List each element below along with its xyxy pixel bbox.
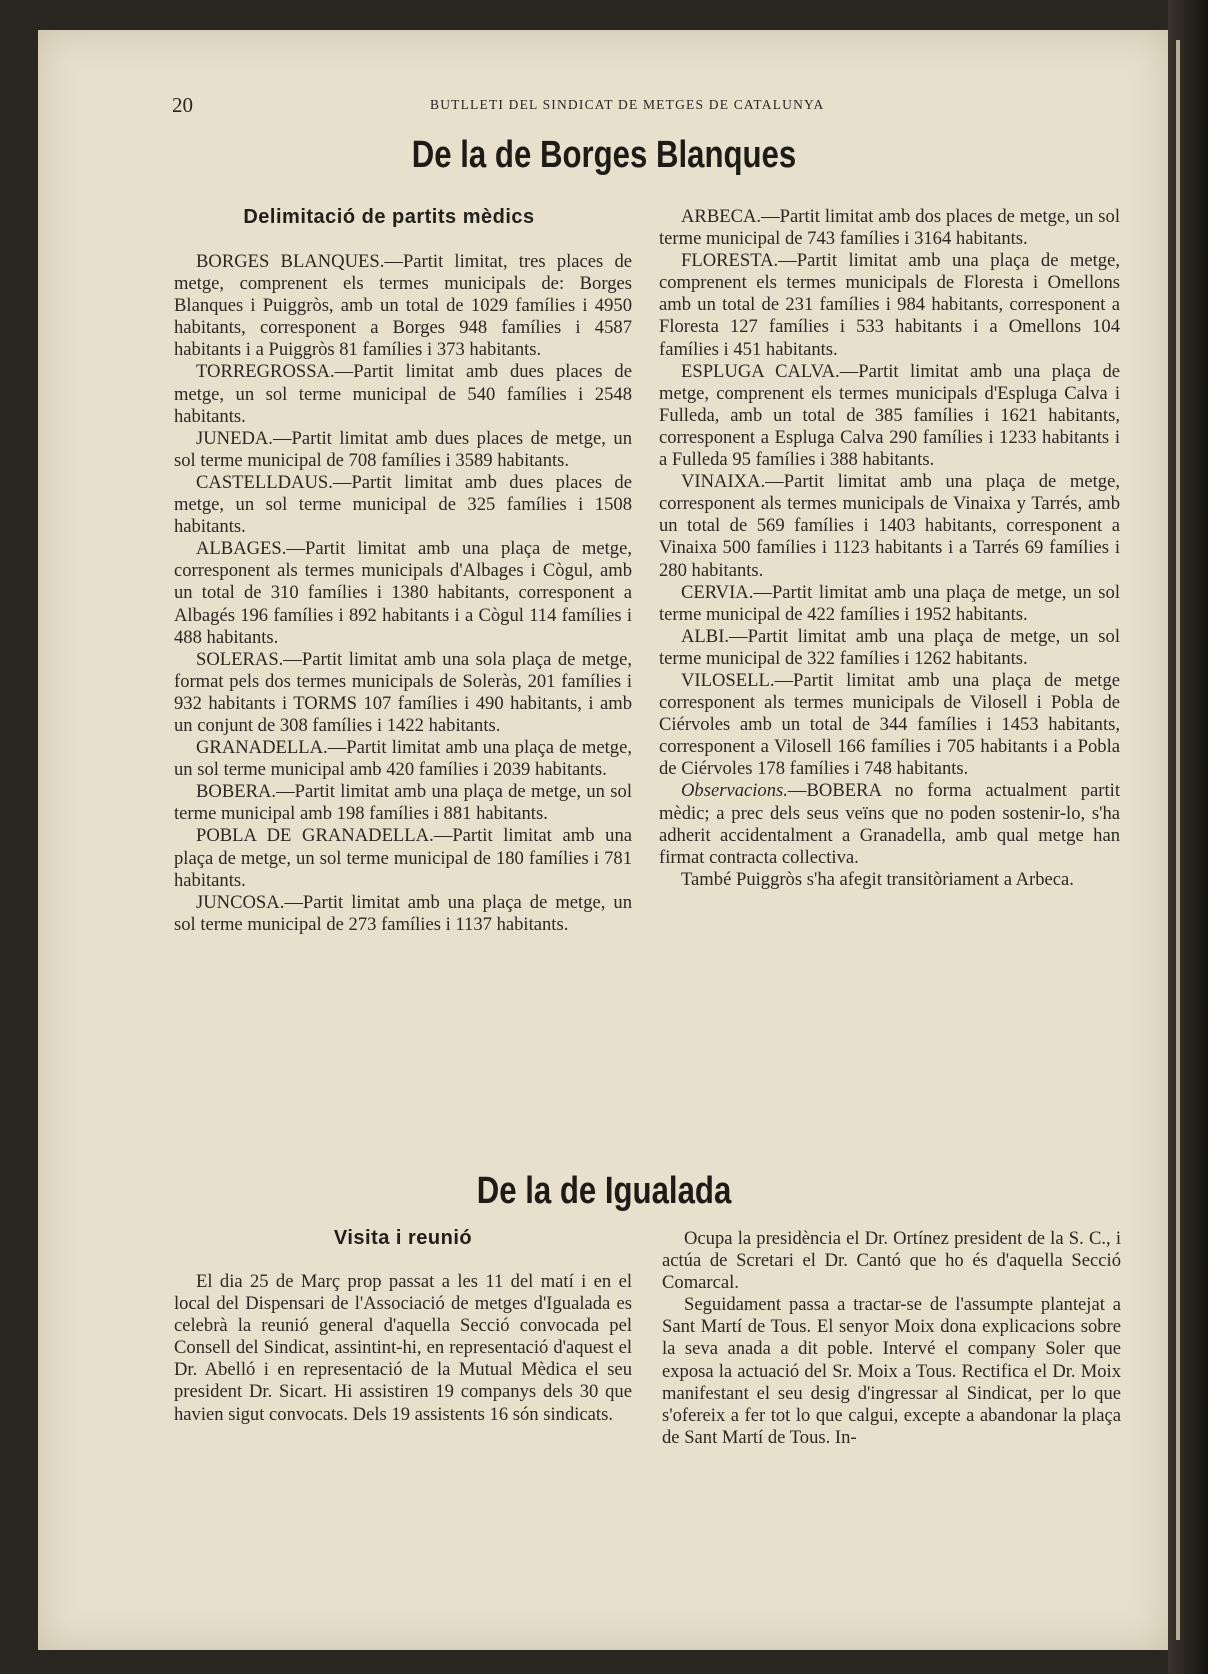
paragraph: ARBECA.—Partit limitat amb dos places de metge, un sol terme municipal de 743 famílies i 3164 habitants. <box>659 206 1120 250</box>
paragraph: També Puiggròs s'ha afegit transitòriament a Arbeca. <box>681 868 1074 890</box>
paragraph: CASTELLDAUS.—Partit limitat amb dues places de metge, un sol terme municipal de 325 famílies i 1508 habitants. <box>174 471 632 538</box>
subtitle-delimitacio: Delimitació de partits mèdics <box>243 206 535 228</box>
paragraph: ESPLUGA CALVA.—Partit limitat amb una plaça de metge, comprenent els termes municipals d'Espluga Calva i Fulleda, amb un total de 385 famílies i 1621 habitants, corresponent a Espluga Calva 290 famílies i 1233 habitants i a Fulleda 95 famílies i 388 habitants. <box>659 360 1120 471</box>
paragraph: Ocupa la presidència el Dr. Ortínez president de la S. C., i actúa de Scretari el Dr. Cantó que ho és d'aquella Secció Comarcal. <box>662 1228 1121 1294</box>
paragraph: VILOSELL.—Partit limitat amb una plaça de metge corresponent als termes municipals de Vilosell i Pobla de Ciérvoles amb un total de 344 famílies i 1453 habitants, corresponent a Vilosell 166 famílies i 705 habitants i a Pobla de Ciérvoles 178 famílies i 748 habitants. <box>659 669 1120 780</box>
section-title-igualada: De la de Igualada <box>476 1170 732 1212</box>
column-left-igualada <box>174 1271 632 1426</box>
paragraph: Seguidament passa a tractar-se de l'assumpte plantejat a Sant Martí de Tous. El senyor Moix dona explicacions sobre la seva anada a dit poble. Intervé el company Soler que exposa la actuació del Sr. Moix a Tous. Rectifica el Dr. Moix manifestant el seu desig d'ingressar al Sindicat, per lo que s'ofereix a fer tot lo que calgui, excepte a abandonar la plaça de Sant Martí de Tous. In- <box>662 1294 1121 1448</box>
column-left-borges <box>174 251 632 936</box>
paragraph: JUNEDA.—Partit limitat amb dues places de metge, un sol terme municipal de 708 famílies i 3589 habitants. <box>174 427 632 471</box>
paragraph: CERVIA.—Partit limitat amb una plaça de metge, un sol terme municipal de 422 famílies i 1952 habitants. <box>659 581 1120 625</box>
column-right-igualada <box>662 1228 1121 1449</box>
paragraph: GRANADELLA.—Partit limitat amb una plaça de metge, un sol terme municipal amb 420 famílies i 2039 habitants. <box>174 737 632 781</box>
subtitle-visita-reunio: Visita i reunió <box>333 1227 473 1249</box>
paragraph: BOBERA.—Partit limitat amb una plaça de metge, un sol terme municipal amb 198 famílies i 881 habitants. <box>174 781 632 825</box>
paragraph: JUNCOSA.—Partit limitat amb una plaça de metge, un sol terme municipal de 273 famílies i 1137 habitants. <box>174 891 632 935</box>
paragraph: El dia 25 de Març prop passat a les 11 del matí i en el local del Dispensari de l'Associació de metges d'Igualada es celebrà la reunió general d'aquella Secció convocada pel Consell del Sindicat, assintint-hi, en representació d'aquest el Dr. Abelló i en representació de la Mutual Mèdica el seu president Dr. Sicart. Hi assistiren 19 companys dels 30 que havien sigut convocats. Dels 19 assistents 16 són sindicats. <box>174 1271 632 1425</box>
running-title: BUTLLETI DEL SINDICAT DE METGES DE CATALUNYA <box>430 97 825 112</box>
column-right-borges <box>659 206 1120 891</box>
paragraph: VINAIXA.—Partit limitat amb una plaça de metge, corresponent als termes municipals de Vinaixa y Tarrés, amb un total de 569 famílies i 1403 habitants, corresponent a Vinaixa 500 famílies i 1123 habitants i a Tarrés 69 famílies i 280 habitants. <box>659 471 1120 581</box>
paragraph: SOLERAS.—Partit limitat amb una sola plaça de metge, format pels dos termes municipals de Soleràs, 201 famílies i 932 habitants i TORMS 107 famílies i 490 habitants, i amb un conjunt de 308 famílies i 1422 habitants. <box>174 648 632 736</box>
paragraph: ALBI.—Partit limitat amb una plaça de metge, un sol terme municipal de 322 famílies i 1262 habitants. <box>659 625 1120 669</box>
observations-label: Observacions. <box>681 780 788 802</box>
paragraph: FLORESTA.—Partit limitat amb una plaça de metge, comprenent els termes municipals de Floresta i Omellons amb un total de 231 famílies i 984 habitants, corresponent a Floresta 127 famílies i 533 habitants i a Omellons 104 famílies i 451 habitants. <box>659 250 1120 360</box>
observations-text: —BOBERA no forma actualment partit mèdic; a prec dels seus veïns que no poden sostenir-lo, s'ha adherit accidentalment a Granadella, amb qual metge han firmat contracta collectiva. <box>659 780 1120 868</box>
paragraph: POBLA DE GRANADELLA.—Partit limitat amb una plaça de metge, un sol terme municipal de 180 famílies i 781 habitants. <box>174 825 632 891</box>
observations-paragraph <box>659 780 1120 868</box>
paragraph: TORREGROSSA.—Partit limitat amb dues places de metge, un sol terme municipal de 540 famílies i 2548 habitants. <box>174 361 632 427</box>
page-edge-shadow <box>1168 0 1208 1674</box>
paragraph: ALBAGES.—Partit limitat amb una plaça de metge, corresponent als termes municipals d'Albages i Cògul, amb un total de 310 famílies i 1380 habitants, corresponent a Albagés 196 famílies i 892 habitants i a Cògul 114 famílies i 488 habitants. <box>174 538 632 648</box>
page-number: 20 <box>172 93 193 117</box>
section-title-borges-blanques: De la de Borges Blanques <box>411 134 797 176</box>
paragraph: BORGES BLANQUES.—Partit limitat, tres places de metge, comprenent els termes municipals de: Borges Blanques i Puiggròs, amb un total de 1029 famílies i 4950 habitants, corresponent a Borges 948 famílies i 4587 habitants i a Puiggròs 81 famílies i 373 habitants. <box>174 251 632 361</box>
page-header <box>0 93 1208 115</box>
